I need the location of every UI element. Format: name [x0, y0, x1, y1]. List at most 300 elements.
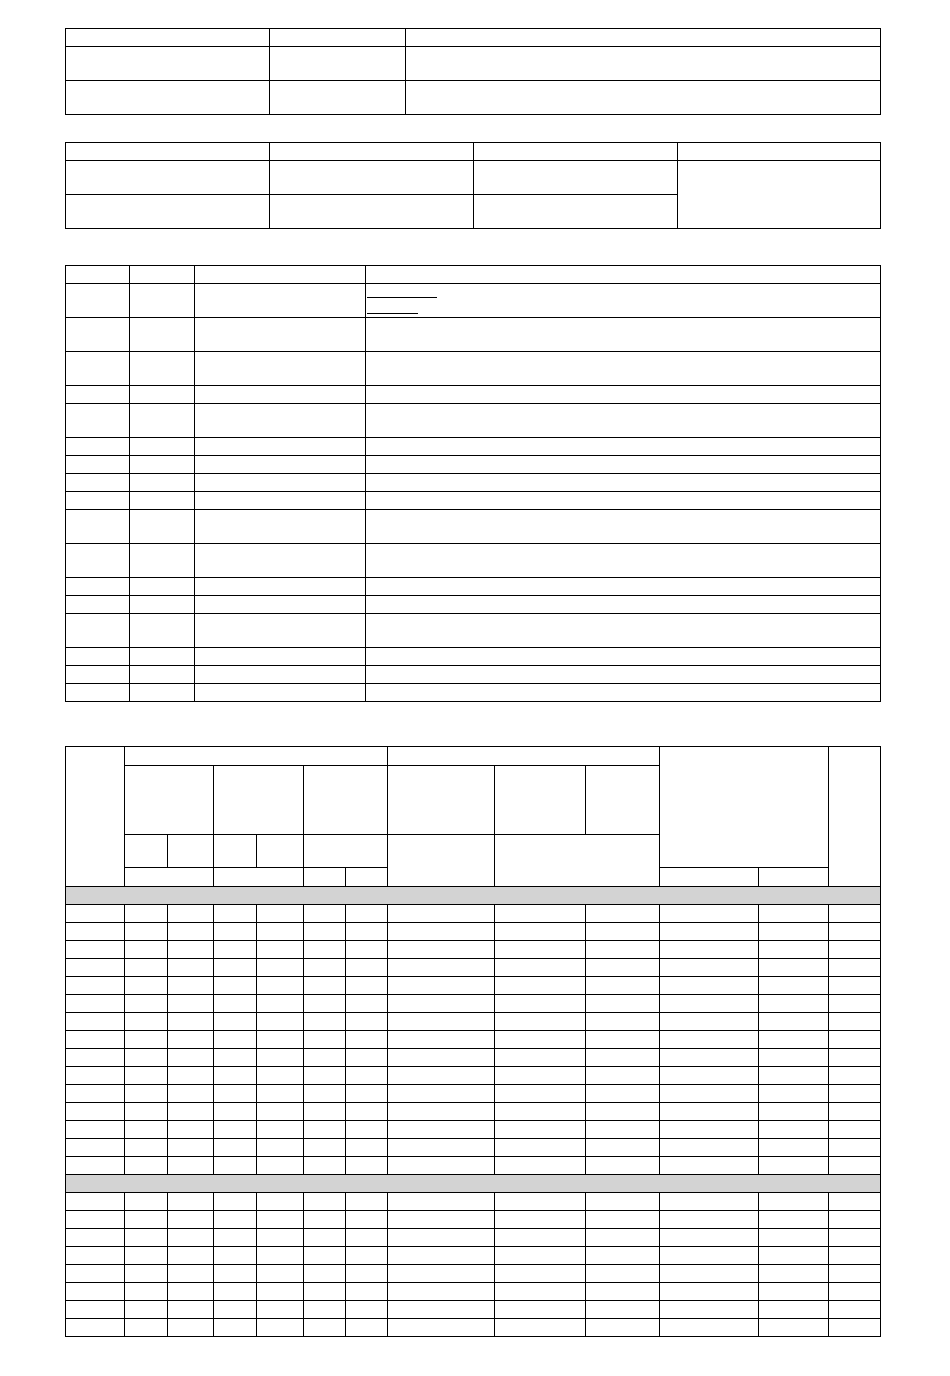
cell: [257, 995, 304, 1013]
cell: [586, 1085, 660, 1103]
cell: [388, 1319, 495, 1337]
underline-mark: [367, 297, 437, 298]
cell: [66, 143, 270, 161]
cell: [388, 1211, 495, 1229]
cell: [388, 941, 495, 959]
cell: [168, 1139, 214, 1157]
cell: [66, 1193, 125, 1211]
cell: [586, 1031, 660, 1049]
table-row: [66, 386, 881, 404]
cell: [66, 284, 130, 318]
cell: [495, 1265, 586, 1283]
cell: [495, 1157, 586, 1175]
cell: [66, 941, 125, 959]
cell: [257, 1139, 304, 1157]
cell: [829, 1157, 881, 1175]
table-row: [66, 977, 881, 995]
cell: [66, 1319, 125, 1337]
header-cell: [586, 766, 660, 835]
cell: [304, 1193, 346, 1211]
cell: [388, 905, 495, 923]
cell: [257, 923, 304, 941]
cell: [257, 1319, 304, 1337]
cell: [366, 404, 881, 438]
cell: [586, 1049, 660, 1067]
cell: [168, 1229, 214, 1247]
cell: [388, 1139, 495, 1157]
cell: [214, 959, 257, 977]
cell: [346, 1193, 388, 1211]
cell: [388, 1283, 495, 1301]
cell: [759, 977, 829, 995]
cell: [388, 1121, 495, 1139]
cell: [66, 266, 130, 284]
cell: [257, 1103, 304, 1121]
cell: [195, 266, 366, 284]
cell: [829, 1067, 881, 1085]
header-cell: [257, 835, 304, 868]
cell: [214, 905, 257, 923]
cell: [66, 1049, 125, 1067]
cell: [586, 1121, 660, 1139]
table-row: [66, 318, 881, 352]
cell: [829, 995, 881, 1013]
cell: [660, 941, 759, 959]
cell: [759, 1157, 829, 1175]
section-band: [66, 1175, 881, 1193]
cell: [388, 923, 495, 941]
cell: [66, 1157, 125, 1175]
cell: [759, 1049, 829, 1067]
table-row: [66, 959, 881, 977]
cell: [257, 1067, 304, 1085]
cell: [495, 1247, 586, 1265]
cell: [829, 905, 881, 923]
cell: [195, 510, 366, 544]
cell: [66, 596, 130, 614]
header-cell: [660, 868, 759, 887]
cell: [195, 284, 366, 318]
cell: [304, 1103, 346, 1121]
cell: [66, 474, 130, 492]
cell: [214, 1283, 257, 1301]
cell: [257, 1247, 304, 1265]
cell: [678, 143, 881, 161]
cell: [168, 1085, 214, 1103]
cell: [346, 941, 388, 959]
cell: [474, 143, 678, 161]
cell: [66, 1283, 125, 1301]
cell: [346, 1211, 388, 1229]
cell: [829, 1139, 881, 1157]
cell: [195, 438, 366, 456]
cell: [495, 1211, 586, 1229]
cell: [474, 195, 678, 229]
cell: [130, 578, 195, 596]
cell: [829, 923, 881, 941]
cell: [495, 941, 586, 959]
cell: [270, 143, 474, 161]
cell: [759, 1283, 829, 1301]
cell: [388, 977, 495, 995]
cell: [366, 492, 881, 510]
cell: [257, 1283, 304, 1301]
cell: [130, 438, 195, 456]
cell: [214, 1265, 257, 1283]
table-row: [66, 941, 881, 959]
cell: [660, 1319, 759, 1337]
cell: [125, 1301, 168, 1319]
cell: [829, 1121, 881, 1139]
cell: [168, 1013, 214, 1031]
cell: [366, 614, 881, 648]
cell: [346, 905, 388, 923]
table-row: [66, 1103, 881, 1121]
cell: [388, 1301, 495, 1319]
cell: [195, 492, 366, 510]
table-row: [66, 995, 881, 1013]
table-row: [66, 266, 881, 284]
cell: [125, 941, 168, 959]
table-row: [66, 438, 881, 456]
cell: [66, 510, 130, 544]
cell: [195, 596, 366, 614]
cell: [304, 1121, 346, 1139]
cell: [125, 923, 168, 941]
table-row: [66, 1121, 881, 1139]
cell: [214, 1193, 257, 1211]
cell: [168, 995, 214, 1013]
cell: [495, 995, 586, 1013]
cell: [125, 977, 168, 995]
cell: [168, 1157, 214, 1175]
header-table-2: [65, 142, 881, 229]
cell: [257, 1229, 304, 1247]
cell: [125, 1031, 168, 1049]
cell: [346, 1139, 388, 1157]
cell: [195, 666, 366, 684]
cell: [660, 977, 759, 995]
cell: [586, 1301, 660, 1319]
cell: [130, 596, 195, 614]
cell: [257, 941, 304, 959]
cell: [759, 959, 829, 977]
cell: [195, 684, 366, 702]
cell: [495, 1013, 586, 1031]
cell: [388, 1067, 495, 1085]
cell: [66, 977, 125, 995]
cell: [66, 648, 130, 666]
cell: [346, 1229, 388, 1247]
table-row: [66, 404, 881, 438]
cell: [130, 404, 195, 438]
cell: [214, 1031, 257, 1049]
cell: [759, 1013, 829, 1031]
cell: [125, 905, 168, 923]
cell: [66, 905, 125, 923]
cell: [168, 1247, 214, 1265]
cell: [759, 1085, 829, 1103]
cell: [168, 959, 214, 977]
cell: [759, 1121, 829, 1139]
cell: [168, 923, 214, 941]
cell: [759, 1211, 829, 1229]
cell: [586, 1247, 660, 1265]
cell: [66, 1211, 125, 1229]
cell: [125, 1229, 168, 1247]
cell: [586, 941, 660, 959]
cell: [586, 1139, 660, 1157]
cell: [346, 995, 388, 1013]
cell: [829, 1103, 881, 1121]
cell: [660, 1085, 759, 1103]
cell: [66, 666, 130, 684]
table-row: [66, 1013, 881, 1031]
cell: [366, 578, 881, 596]
cell: [346, 1283, 388, 1301]
cell: [586, 995, 660, 1013]
cell: [270, 81, 406, 115]
cell: [125, 1319, 168, 1337]
header-cell: [125, 747, 388, 766]
cell: [125, 1211, 168, 1229]
table-row: [66, 1067, 881, 1085]
cell: [495, 1319, 586, 1337]
header-cell: [829, 747, 881, 887]
cell: [66, 386, 130, 404]
cell: [586, 959, 660, 977]
cell: [829, 1031, 881, 1049]
table-row: [66, 1049, 881, 1067]
table-row: [66, 578, 881, 596]
cell: [759, 1031, 829, 1049]
cell: [66, 544, 130, 578]
cell: [759, 923, 829, 941]
cell: [388, 1049, 495, 1067]
cell: [214, 941, 257, 959]
cell: [759, 941, 829, 959]
cell: [130, 266, 195, 284]
cell: [304, 1265, 346, 1283]
cell: [270, 195, 474, 229]
cell: [66, 684, 130, 702]
header-cell: [759, 868, 829, 887]
cell: [66, 923, 125, 941]
cell: [660, 1247, 759, 1265]
cell: [586, 1013, 660, 1031]
cell: [586, 923, 660, 941]
cell: [125, 1067, 168, 1085]
cell: [125, 1283, 168, 1301]
cell: [759, 995, 829, 1013]
table-row: [66, 1031, 881, 1049]
cell: [495, 1067, 586, 1085]
cell: [660, 1301, 759, 1319]
cell: [388, 995, 495, 1013]
section-band: [66, 887, 881, 905]
cell: [195, 614, 366, 648]
cell: [66, 995, 125, 1013]
header-cell: [304, 868, 346, 887]
cell: [829, 1229, 881, 1247]
cell: [586, 1103, 660, 1121]
cell: [346, 1265, 388, 1283]
cell: [660, 1193, 759, 1211]
cell: [366, 596, 881, 614]
cell: [214, 1013, 257, 1031]
cell: [125, 1049, 168, 1067]
cell: [586, 1193, 660, 1211]
header-cell: [388, 835, 495, 887]
cell: [66, 404, 130, 438]
table-row: [66, 510, 881, 544]
cell: [346, 1085, 388, 1103]
cell: [829, 1085, 881, 1103]
cell: [214, 977, 257, 995]
cell: [388, 1229, 495, 1247]
detail-table: [65, 265, 881, 702]
cell: [195, 456, 366, 474]
cell: [257, 1265, 304, 1283]
cell: [214, 995, 257, 1013]
cell: [168, 941, 214, 959]
cell: [586, 977, 660, 995]
table-row: [66, 544, 881, 578]
cell: [66, 578, 130, 596]
cell: [214, 1139, 257, 1157]
cell: [660, 923, 759, 941]
cell: [304, 959, 346, 977]
cell: [366, 474, 881, 492]
header-cell: [660, 747, 829, 868]
table-row: [66, 1157, 881, 1175]
cell: [495, 1301, 586, 1319]
cell: [366, 352, 881, 386]
cell: [257, 1193, 304, 1211]
cell: [829, 1049, 881, 1067]
cell: [257, 1121, 304, 1139]
cell: [66, 1265, 125, 1283]
cell: [495, 977, 586, 995]
cell: [304, 1157, 346, 1175]
header-cell: [214, 868, 304, 887]
cell: [66, 456, 130, 474]
cell: [168, 1121, 214, 1139]
cell: [346, 1103, 388, 1121]
cell: [304, 1085, 346, 1103]
cell: [829, 977, 881, 995]
table-row: [66, 1229, 881, 1247]
cell: [829, 1211, 881, 1229]
cell: [346, 1319, 388, 1337]
cell: [66, 81, 270, 115]
cell: [759, 1067, 829, 1085]
cell: [759, 1229, 829, 1247]
cell: [214, 1319, 257, 1337]
cell: [346, 977, 388, 995]
cell: [66, 47, 270, 81]
cell: [829, 1319, 881, 1337]
table-row: [66, 596, 881, 614]
cell: [195, 474, 366, 492]
cell: [66, 1085, 125, 1103]
cell: [130, 474, 195, 492]
cell: [388, 1013, 495, 1031]
cell: [130, 492, 195, 510]
cell: [214, 1157, 257, 1175]
table-row: [66, 666, 881, 684]
cell: [257, 1031, 304, 1049]
cell: [66, 161, 270, 195]
cell: [66, 1031, 125, 1049]
cell: [495, 905, 586, 923]
cell: [346, 1247, 388, 1265]
table-row: [66, 1247, 881, 1265]
cell: [214, 1121, 257, 1139]
cell: [366, 666, 881, 684]
cell: [388, 1157, 495, 1175]
cell: [125, 995, 168, 1013]
cell: [168, 905, 214, 923]
table-row: [66, 1139, 881, 1157]
cell: [660, 1031, 759, 1049]
cell: [168, 977, 214, 995]
cell: [257, 905, 304, 923]
cell: [125, 1157, 168, 1175]
cell: [168, 1103, 214, 1121]
table-row: [66, 905, 881, 923]
cell: [660, 1265, 759, 1283]
section-band-cell: [66, 1175, 881, 1193]
cell: [495, 959, 586, 977]
cell: [660, 959, 759, 977]
cell: [660, 1283, 759, 1301]
cell: [214, 1067, 257, 1085]
cell: [495, 1139, 586, 1157]
cell: [168, 1067, 214, 1085]
cell: [125, 1103, 168, 1121]
cell: [829, 1013, 881, 1031]
cell: [130, 352, 195, 386]
cell: [660, 1211, 759, 1229]
cell: [130, 544, 195, 578]
cell: [195, 544, 366, 578]
cell: [304, 1031, 346, 1049]
cell: [495, 1193, 586, 1211]
grid-table: [65, 746, 881, 1337]
cell: [660, 995, 759, 1013]
cell: [304, 1049, 346, 1067]
cell: [168, 1265, 214, 1283]
cell: [586, 1265, 660, 1283]
cell: [304, 1319, 346, 1337]
header-cell: [495, 766, 586, 835]
cell: [660, 1067, 759, 1085]
cell: [759, 1319, 829, 1337]
cell: [66, 1301, 125, 1319]
header-cell: [304, 835, 388, 868]
cell: [304, 977, 346, 995]
cell: [759, 905, 829, 923]
merged-cell: [678, 161, 881, 229]
cell: [66, 352, 130, 386]
cell: [346, 1031, 388, 1049]
cell: [125, 959, 168, 977]
header-cell: [214, 766, 304, 835]
header-cell: [304, 766, 388, 835]
header-cell: [388, 766, 495, 835]
cell: [130, 648, 195, 666]
